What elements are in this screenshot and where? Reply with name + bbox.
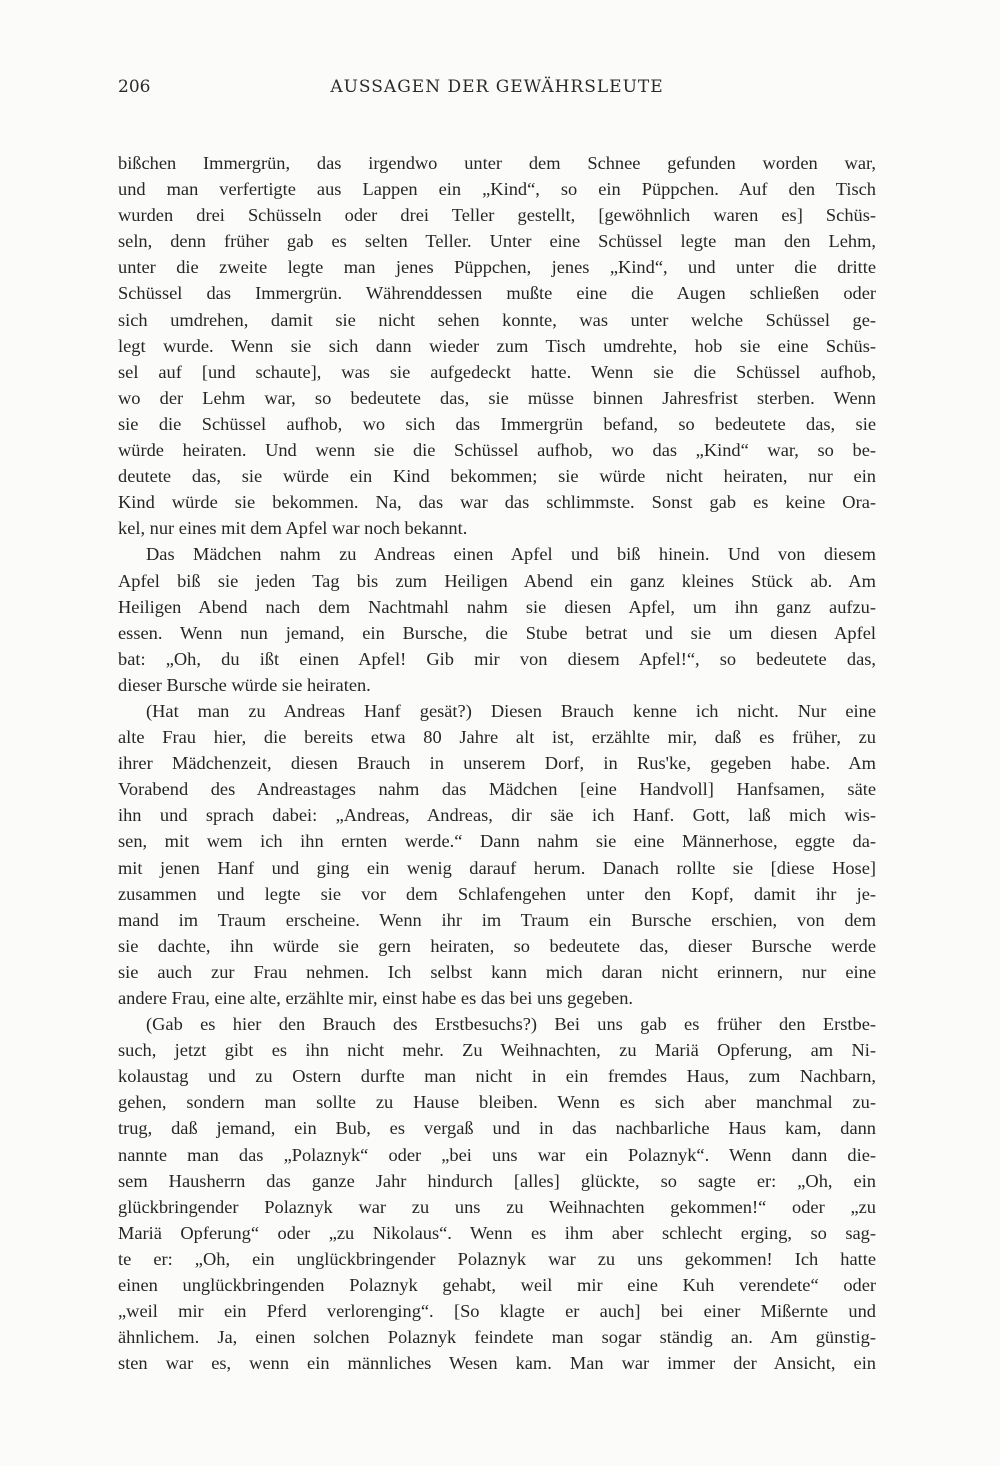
text-line: sie die Schüssel aufhob, wo sich das Immergrün befand, so bedeutete das, sie (118, 413, 876, 434)
text-line: einen unglückbringenden Polaznyk gehabt, weil mir eine Kuh verendete“ oder (118, 1275, 876, 1296)
text-line: „weil mir ein Pferd verlorenging“. [So klagte er auch] bei einer Mißernte und (118, 1301, 876, 1322)
text-line: sel auf [und schaute], was sie aufgedeckt hatte. Wenn sie die Schüssel aufhob, (118, 361, 876, 382)
text-line: glückbringender Polaznyk war zu uns zu Weihnachten gekommen!“ oder „zu (118, 1196, 876, 1217)
text-line: ähnlichem. Ja, einen solchen Polaznyk feindete man sogar ständig an. Am günstig- (118, 1327, 876, 1348)
text-line: such, jetzt gibt es ihn nicht mehr. Zu Weihnachten, zu Mariä Opferung, am Ni- (118, 1040, 876, 1061)
text-line: gehen, sondern man sollte zu Hause bleiben. Wenn es sich aber manchmal zu- (118, 1092, 876, 1113)
text-line: sie auch zur Frau nehmen. Ich selbst kann mich daran nicht erinnern, nur eine (118, 961, 876, 982)
text-line: wo der Lehm war, so bedeutete das, sie müsse binnen Jahresfrist sterben. Wenn (118, 387, 876, 408)
text-line: (Hat man zu Andreas Hanf gesät?) Diesen Brauch kenne ich nicht. Nur eine (146, 700, 876, 721)
text-line: Schüssel das Immergrün. Währenddessen mußte eine die Augen schließen oder (118, 283, 876, 304)
text-line: kolaustag und zu Ostern durfte man nicht in ein fremdes Haus, zum Nachbarn, (118, 1066, 876, 1087)
text-line: und man verfertigte aus Lappen ein „Kind“, so ein Püppchen. Auf den Tisch (118, 179, 876, 200)
text-line: Vorabend des Andreastages nahm das Mädchen [eine Handvoll] Hanfsamen, säte (118, 779, 876, 800)
text-line: Kind würde sie bekommen. Na, das war das schlimmste. Sonst gab es keine Ora- (118, 492, 876, 513)
text-line: seln, denn früher gab es selten Teller. Unter eine Schüssel legte man den Lehm, (118, 231, 876, 252)
text-line: andere Frau, eine alte, erzählte mir, einst habe es das bei uns gegeben. (118, 988, 634, 1008)
running-head (118, 77, 876, 103)
running-head-title: AUSSAGEN DER GEWÄHRSLEUTE (330, 77, 664, 97)
text-line: te er: „Oh, ein unglückbringender Polaznyk war zu uns gekommen! Ich hatte (118, 1248, 876, 1269)
text-line: Das Mädchen nahm zu Andreas einen Apfel und biß hinein. Und von diesem (146, 544, 876, 565)
text-line: Mariä Opferung“ oder „zu Nikolaus“. Wenn es ihm aber schlecht erging, so sag- (118, 1222, 876, 1243)
text-line: sen, mit wem ich ihn ernten werde.“ Dann nahm sie eine Männerhose, eggte da- (118, 831, 876, 852)
text-line: sich umdrehen, damit sie nicht sehen konnte, was unter welche Schüssel ge- (118, 309, 876, 330)
text-line: ihn und sprach dabei: „Andreas, Andreas, dir säe ich Hanf. Gott, laß mich wis- (118, 805, 876, 826)
text-line: unter die zweite legte man jenes Püppchen, jenes „Kind“, und unter die dritte (118, 257, 876, 278)
body-text (118, 150, 876, 1376)
text-line: würde heiraten. Und wenn sie die Schüssel aufhob, wo das „Kind“ war, so be- (118, 440, 876, 461)
page-number: 206 (118, 77, 151, 97)
text-line: sten war es, wenn ein männliches Wesen kam. Man war immer der Ansicht, ein (118, 1353, 876, 1374)
text-line: zusammen und legte sie vor dem Schlafengehen unter den Kopf, damit ihr je- (118, 883, 876, 904)
text-line: alte Frau hier, die bereits etwa 80 Jahre alt ist, erzählte mir, daß es früher, zu (118, 727, 876, 748)
text-line: wurden drei Schüsseln oder drei Teller gestellt, [gewöhnlich waren es] Schüs- (118, 205, 876, 226)
text-line: kel, nur eines mit dem Apfel war noch bekannt. (118, 518, 468, 539)
text-line: trug, daß jemand, ein Bub, es vergaß und in das nachbarliche Haus kam, dann (118, 1118, 876, 1139)
text-line: bat: „Oh, du ißt einen Apfel! Gib mir von diesem Apfel!“, so bedeutete das, (118, 648, 876, 669)
text-line: legt wurde. Wenn sie sich dann wieder zum Tisch umdrehte, hob sie eine Schüs- (118, 335, 876, 356)
text-line: essen. Wenn nun jemand, ein Bursche, die Stube betrat und sie um diesen Apfel (118, 622, 876, 643)
text-line: dieser Bursche würde sie heiraten. (118, 674, 371, 695)
text-line: ihrer Mädchenzeit, diesen Brauch in unserem Dorf, in Rus'ke, gegeben habe. Am (118, 753, 876, 774)
text-line: sem Hausherrn das ganze Jahr hindurch [alles] glückte, so sagte er: „Oh, ein (118, 1170, 876, 1191)
text-line: mit jenen Hanf und ging ein wenig darauf herum. Danach rollte sie [diese Hose] (118, 857, 876, 878)
text-line: mand im Traum erscheine. Wenn ihr im Traum ein Bursche erschien, von dem (118, 909, 876, 930)
text-line: (Gab es hier den Brauch des Erstbesuchs?) Bei uns gab es früher den Erstbe- (146, 1014, 876, 1035)
text-line: deutete das, sie würde ein Kind bekommen; sie würde nicht heiraten, nur ein (118, 466, 876, 487)
text-line: nannte man das „Polaznyk“ oder „bei uns war ein Polaznyk“. Wenn dann die- (118, 1144, 876, 1165)
text-line: Apfel biß sie jeden Tag bis zum Heiligen Abend ein ganz kleines Stück ab. Am (118, 570, 876, 591)
text-line: Heiligen Abend nach dem Nachtmahl nahm sie diesen Apfel, um ihn ganz aufzu- (118, 596, 876, 617)
text-line: sie dachte, ihn würde sie gern heiraten, so bedeutete das, dieser Bursche werde (118, 935, 876, 956)
text-line: bißchen Immergrün, das irgendwo unter dem Schnee gefunden worden war, (118, 153, 876, 173)
